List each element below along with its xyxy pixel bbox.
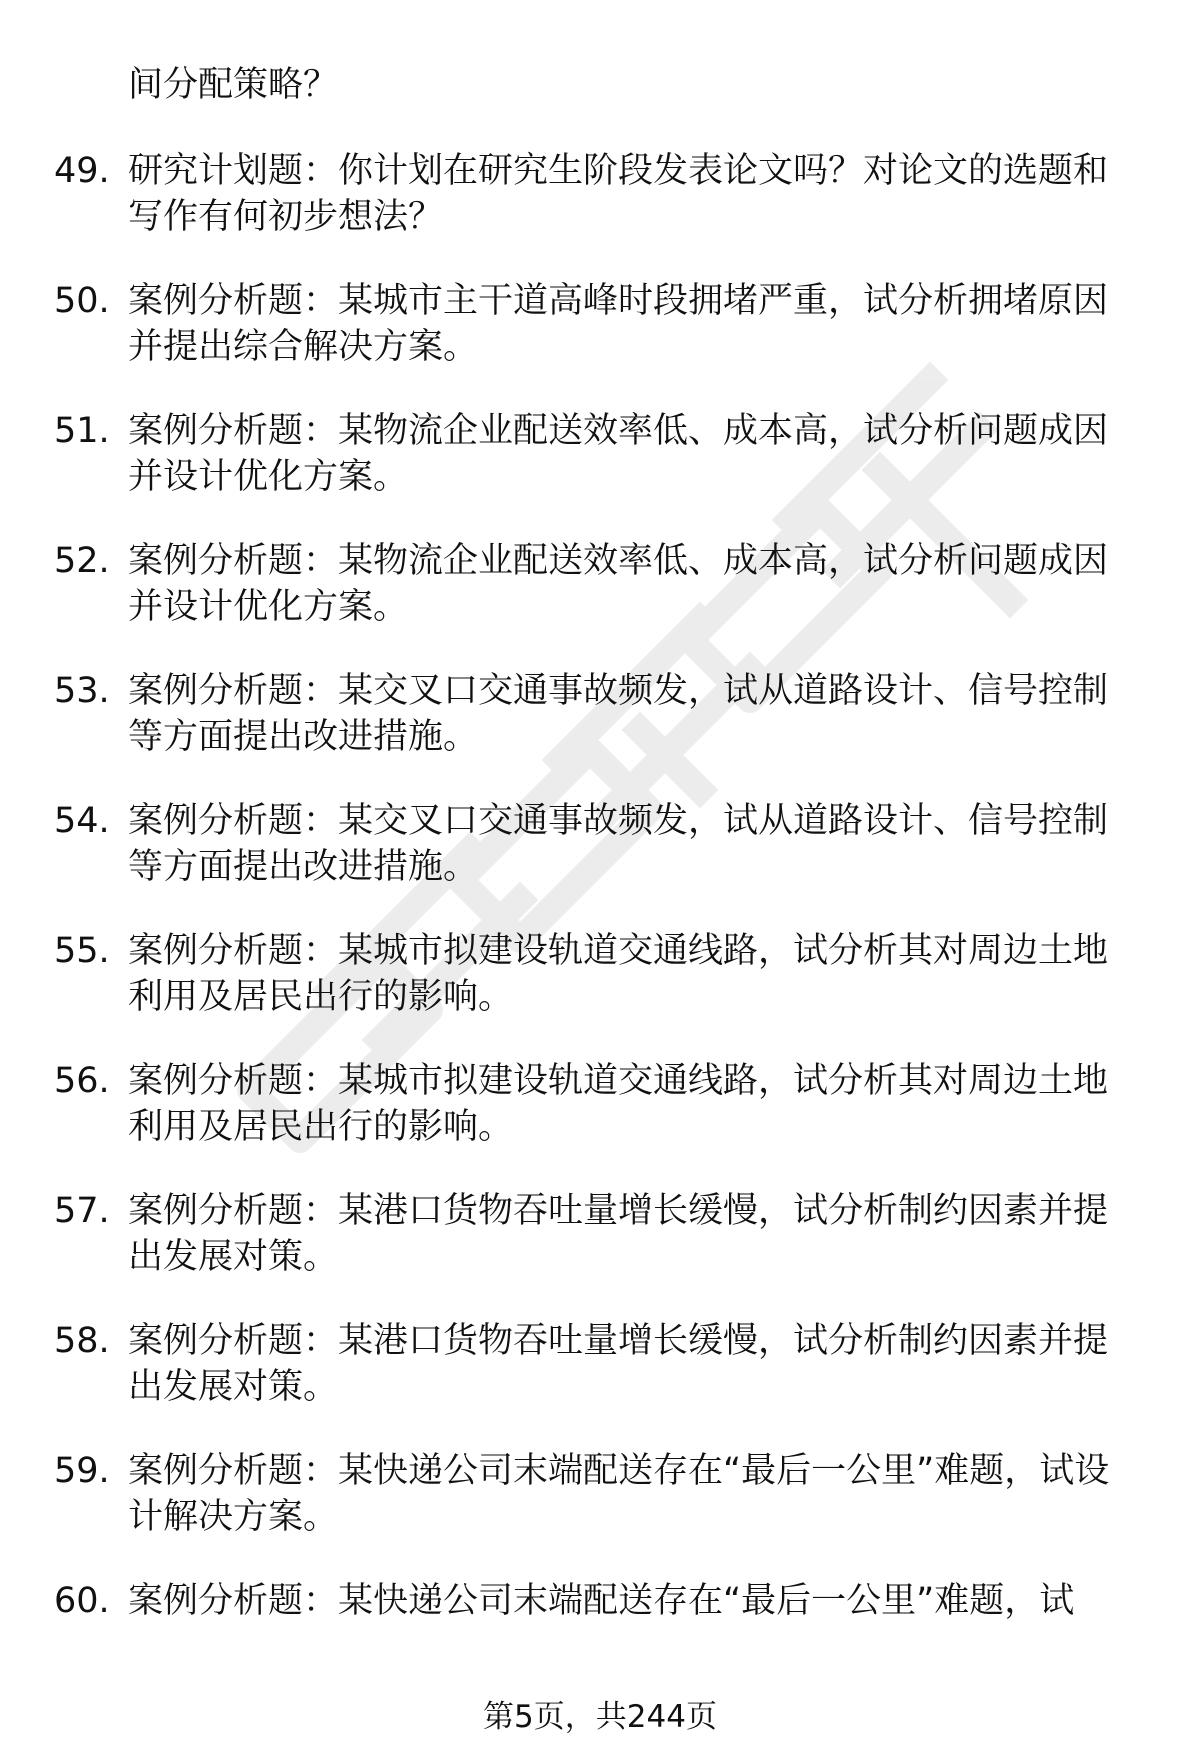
question-number: 59.	[54, 1451, 110, 1491]
question-number: 58.	[54, 1321, 110, 1361]
question-item	[0, 408, 1200, 538]
question-text: 案例分析题：某物流企业配送效率低、成本高，试分析问题成因并设计优化方案。	[128, 541, 1109, 627]
question-text: 案例分析题：某城市拟建设轨道交通线路，试分析其对周边土地利用及居民出行的影响。	[128, 1061, 1109, 1147]
question-item	[0, 1448, 1200, 1578]
question-text: 案例分析题：某城市拟建设轨道交通线路，试分析其对周边土地利用及居民出行的影响。	[128, 931, 1109, 1017]
question-text: 案例分析题：某港口货物吞吐量增长缓慢，试分析制约因素并提出发展对策。	[128, 1191, 1109, 1277]
question-item	[0, 668, 1200, 798]
question-text: 案例分析题：某快递公司末端配送存在“最后一公里”难题，试设计解决方案。	[128, 1451, 1110, 1537]
question-number: 51.	[54, 411, 110, 451]
question-text: 研究计划题：你计划在研究生阶段发表论文吗？对论文的选题和写作有何初步想法？	[128, 151, 1109, 237]
page-footer: 第5页，共244页	[483, 1699, 717, 1735]
question-item	[0, 1578, 1200, 1708]
question-item	[0, 1318, 1200, 1448]
question-list	[0, 148, 1200, 1708]
question-item	[0, 278, 1200, 408]
question-text: 案例分析题：某物流企业配送效率低、成本高，试分析问题成因并设计优化方案。	[128, 411, 1109, 497]
question-number: 60.	[54, 1581, 110, 1621]
question-number: 55.	[54, 931, 110, 971]
question-item	[0, 928, 1200, 1058]
question-text: 案例分析题：某交叉口交通事故频发，试从道路设计、信号控制等方面提出改进措施。	[128, 671, 1109, 757]
question-number: 53.	[54, 671, 110, 711]
question-text: 案例分析题：某城市主干道高峰时段拥堵严重，试分析拥堵原因并提出综合解决方案。	[128, 281, 1109, 367]
question-number: 56.	[54, 1061, 110, 1101]
question-number: 57.	[54, 1191, 110, 1231]
question-item	[0, 1058, 1200, 1188]
question-item	[0, 1188, 1200, 1318]
question-item	[0, 148, 1200, 278]
question-number: 54.	[54, 801, 110, 841]
question-number: 49.	[54, 151, 110, 191]
continued-question-text: 间分配策略？	[128, 65, 339, 105]
question-number: 52.	[54, 541, 110, 581]
question-item	[0, 538, 1200, 668]
question-item	[0, 798, 1200, 928]
question-text: 案例分析题：某交叉口交通事故频发，试从道路设计、信号控制等方面提出改进措施。	[128, 801, 1109, 887]
question-number: 50.	[54, 281, 110, 321]
question-text: 案例分析题：某港口货物吞吐量增长缓慢，试分析制约因素并提出发展对策。	[128, 1321, 1109, 1407]
question-text: 案例分析题：某快递公司末端配送存在“最后一公里”难题，试	[128, 1581, 1075, 1621]
